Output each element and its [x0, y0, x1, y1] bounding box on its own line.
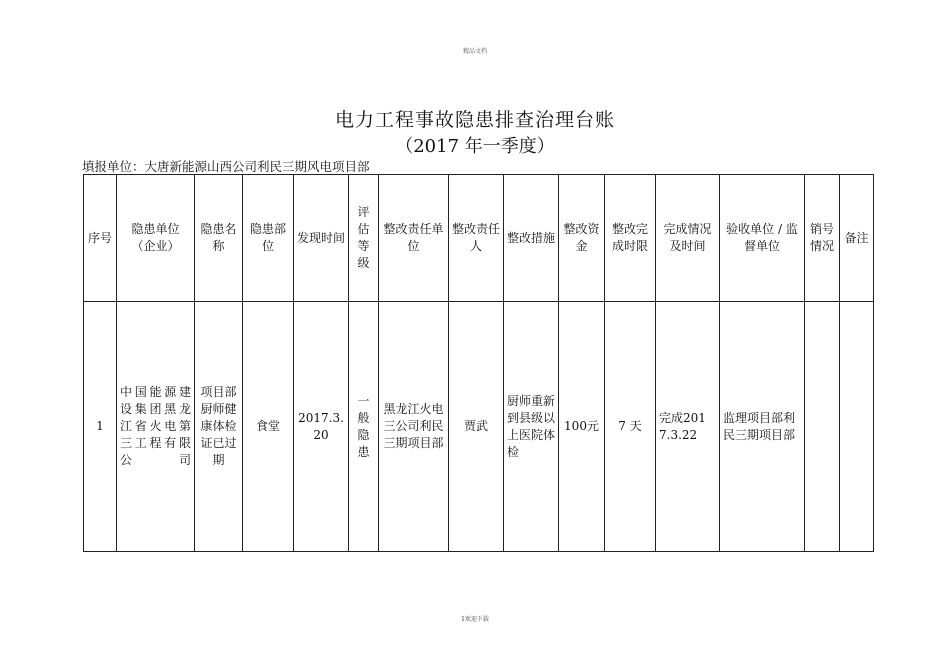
- header-grade: 评估等级: [349, 175, 379, 302]
- cell-found-time: 2017.3.20: [294, 302, 349, 552]
- cell-remarks: [840, 302, 874, 552]
- header-cancellation: 销号情况: [805, 175, 840, 302]
- document-subtitle: （2017 年一季度）: [395, 136, 555, 157]
- cell-seq-no: 1: [84, 302, 117, 552]
- document-title: 电力工程事故隐患排查治理台账: [334, 109, 615, 131]
- header-acceptance-unit: 验收单位 / 监督单位: [720, 175, 805, 302]
- cell-funds: 100元: [559, 302, 605, 552]
- header-watermark: 精品文档: [462, 48, 487, 55]
- cell-responsible-person: 贾武: [449, 302, 504, 552]
- cell-acceptance-unit: 监理项目部利民三期项目部: [720, 302, 805, 552]
- cell-completion: 完成2017.3.22: [656, 302, 720, 552]
- header-responsible-person: 整改责任人: [449, 175, 504, 302]
- header-funds: 整改资金: [559, 175, 605, 302]
- header-remarks: 备注: [840, 175, 874, 302]
- header-seq-no: 序号: [84, 175, 117, 302]
- cell-hazard-unit: 中国能源建设集团黑龙江省火电第三工程有限公司: [117, 302, 195, 552]
- cell-hazard-name: 项目部厨师健康体检证已过期: [195, 302, 243, 552]
- hazard-ledger-table: [83, 174, 874, 552]
- table-row: [84, 302, 874, 552]
- cell-responsible-unit: 黑龙江火电三公司利民三期项目部: [379, 302, 449, 552]
- cell-hazard-location: 食堂: [243, 302, 294, 552]
- reporting-unit: 填报单位：大唐新能源山西公司利民三期风电项目部: [82, 159, 370, 174]
- header-measures: 整改措施: [504, 175, 559, 302]
- header-hazard-name: 隐患名称: [195, 175, 243, 302]
- table-header-row: [84, 175, 874, 302]
- cell-grade: 一般隐患: [349, 302, 379, 552]
- cell-measures: 厨师重新到县级以上医院体检: [504, 302, 559, 552]
- header-found-time: 发现时间: [294, 175, 349, 302]
- header-hazard-location: 隐患部位: [243, 175, 294, 302]
- header-hazard-unit: 隐患单位（企业）: [117, 175, 195, 302]
- footer-watermark: 1欢迎下载: [461, 616, 489, 623]
- header-deadline: 整改完成时限: [605, 175, 656, 302]
- cell-deadline: 7 天: [605, 302, 656, 552]
- header-responsible-unit: 整改责任单位: [379, 175, 449, 302]
- cell-cancellation: [805, 302, 840, 552]
- header-completion: 完成情况及时间: [656, 175, 720, 302]
